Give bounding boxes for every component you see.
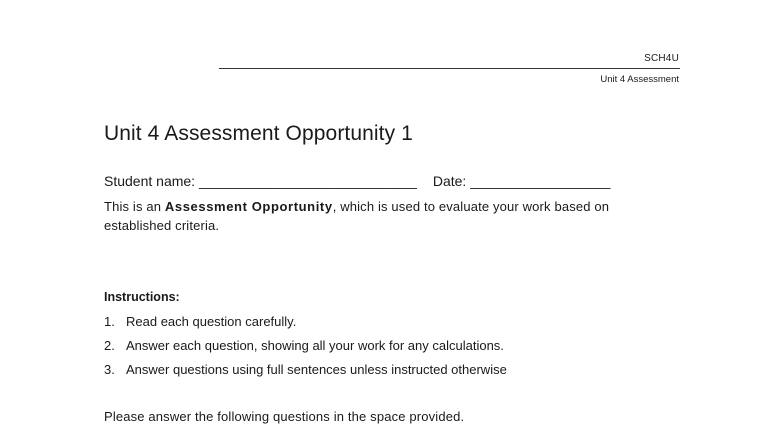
intro-paragraph	[104, 197, 664, 235]
closing-note: Please answer the following questions in the space provided.	[104, 409, 465, 424]
course-code: SCH4U	[644, 53, 679, 64]
student-info-row	[104, 173, 610, 189]
student-name-field[interactable]: Student name: ____________________________	[104, 173, 417, 189]
document-title: Unit 4 Assessment Opportunity 1	[104, 122, 413, 145]
instruction-item	[104, 362, 507, 386]
instruction-text: Answer questions using full sentences unless instructed otherwise	[126, 362, 507, 377]
intro-text-end: , which is used to evaluate your work based on established criteria.	[104, 199, 610, 233]
date-field[interactable]: Date: __________________	[432, 173, 611, 189]
unit-subtitle: Unit 4 Assessment	[600, 74, 679, 85]
instruction-text: Read each question carefully.	[126, 314, 297, 329]
instruction-text: Answer each question, showing all your work for any calculations.	[126, 338, 504, 353]
instructions-list	[104, 314, 507, 386]
header-rule	[219, 68, 680, 69]
instruction-number: 3.	[104, 362, 115, 377]
intro-text-start: This is an	[104, 199, 165, 214]
instruction-item	[104, 338, 507, 362]
instruction-number: 2.	[104, 338, 115, 353]
instruction-item	[104, 314, 507, 338]
instructions-heading: Instructions:	[104, 290, 180, 304]
instruction-number: 1.	[104, 314, 115, 329]
intro-emphasis: Assessment Opportunity	[164, 199, 333, 214]
